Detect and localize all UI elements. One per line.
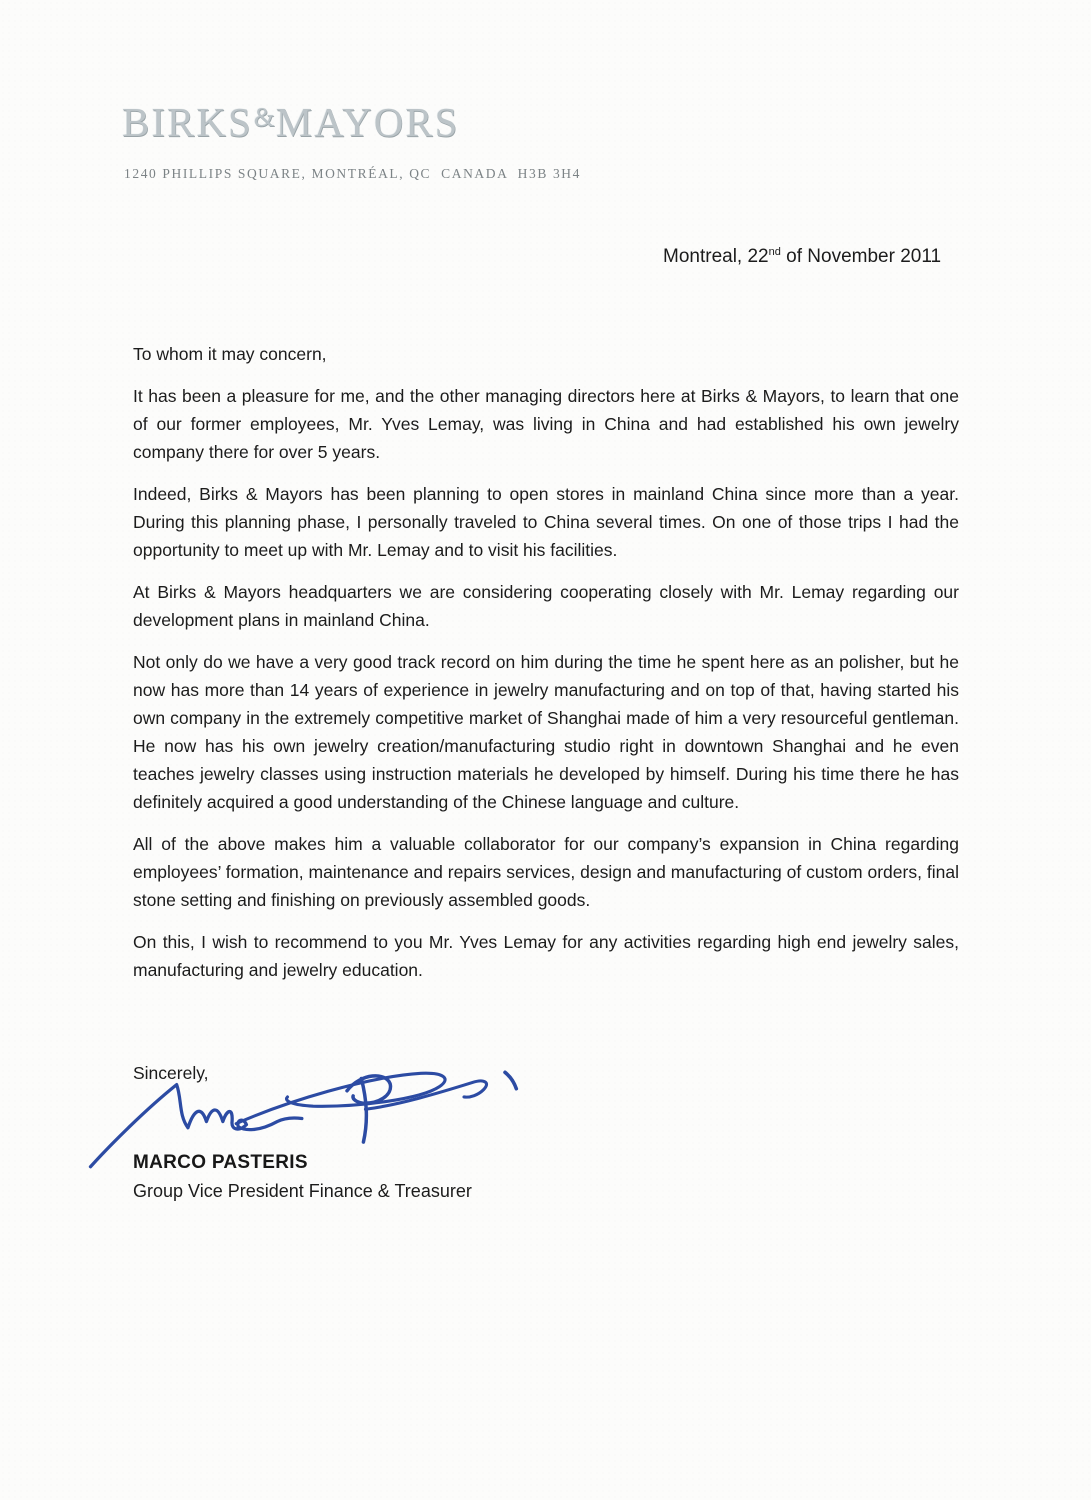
letter-paragraph: Not only do we have a very good track record on him during the time he spent here as an polisher, but he now has more than 14 years of experience in jewelry manufacturing and on top of that, having started his own company in the extremely competitive market of Shanghai made of him a very resourceful gentleman. He now has his own jewelry creation/manufacturing studio right in downtown Shanghai and he even teaches jewelry classes using instruction materials he developed by himself. During his time there he has definitely acquired a good understanding of the Chinese language and culture.: [133, 652, 959, 812]
date-ordinal: nd: [768, 246, 781, 258]
salutation: To whom it may concern,: [133, 344, 327, 364]
signature-stroke-accent: [505, 1072, 516, 1088]
logo-text-mayors: MAYORS: [275, 99, 460, 145]
letter-paragraph: On this, I wish to recommend to you Mr. Yves Lemay for any activities regarding high end jewelry sales, manufacturing and jewelry education.: [133, 932, 959, 980]
closing: Sincerely,: [133, 1063, 209, 1083]
signature-stroke-loop: [236, 1073, 445, 1123]
signer-title: Group Vice President Finance & Treasurer: [133, 1181, 472, 1201]
letter-paragraph: Indeed, Birks & Mayors has been planning to open stores in mainland China since more than a year. During this planning phase, I personally traveled to China several times. On one of those trips I had the opportunity to meet up with Mr. Lemay and to visit his facilities.: [133, 484, 959, 560]
letter-paragraph: At Birks & Mayors headquarters we are considering cooperating closely with Mr. Lemay regarding our development plans in mainland China.: [133, 582, 959, 630]
letter-paragraph: It has been a pleasure for me, and the other managing directors here at Birks & Mayors, to learn that one of our former employees, Mr. Yves Lemay, was living in China and had established his own jewelry company there for over 5 years.: [133, 386, 959, 462]
date-line: [663, 246, 941, 268]
logo-text-birks: BIRKS: [122, 99, 253, 145]
signature-stroke-tail: [365, 1081, 486, 1109]
date-month-year: of November 2011: [780, 246, 942, 267]
letter-body: [133, 340, 959, 984]
letterhead-address: 1240 PHILLIPS SQUARE, MONTRÉAL, QC CANADA H3B 3H4: [124, 166, 581, 181]
logo-ampersand: &: [253, 102, 275, 132]
signer-name: MARCO PASTERIS: [133, 1152, 308, 1173]
letterhead-logo: [122, 98, 459, 146]
paragraphs: [133, 382, 959, 984]
signature-stroke-p: [347, 1076, 391, 1142]
date-city-day: Montreal, 22: [663, 246, 769, 267]
letter-paragraph: All of the above makes him a valuable collaborator for our company’s expansion in China regarding employees’ formation, maintenance and repairs services, design and manufacturing of custom orders, final stone setting and finishing on previously assembled goods.: [133, 834, 959, 910]
